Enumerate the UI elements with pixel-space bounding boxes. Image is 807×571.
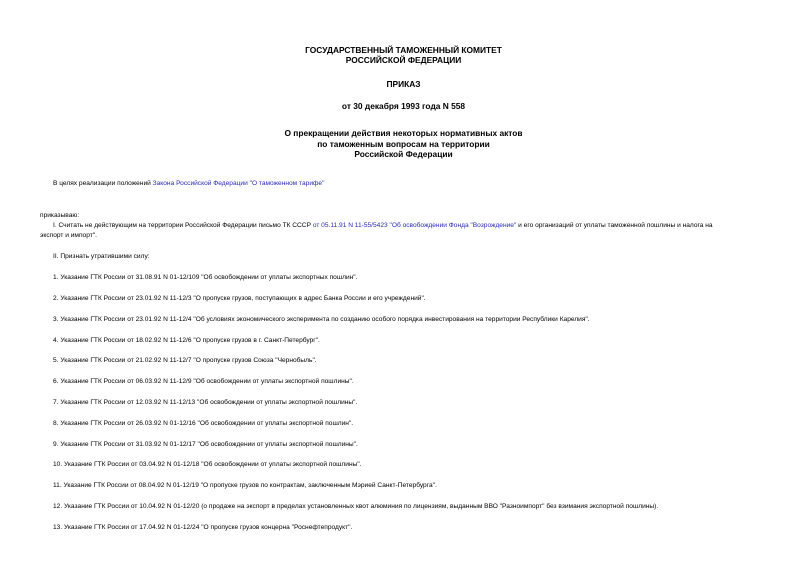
item-2-heading: II. Признать утратившими силу:	[53, 253, 150, 260]
list-item: 2. Указание ГТК России от 23.01.92 N 11-12/3 "О пропуске грузов, поступающих в адрес Банка России и его учреждений".	[53, 295, 426, 302]
list-item: 11. Указание ГТК России от 08.04.92 N 01-12/19 "О пропуске грузов по контрактам, заключенным Мэрией Санкт-Петербурга".	[53, 482, 437, 489]
order-word: приказываю:	[40, 212, 80, 219]
list-item: 3. Указание ГТК России от 23.01.92 N 11-12/4 "Об условиях экономического эксперимента по созданию особого порядка инвестирования на территории Республики Карелия".	[53, 316, 590, 323]
preamble	[53, 179, 324, 188]
list-item: 9. Указание ГТК России от 31.03.92 N 01-12/17 "Об освобождении от уплаты экспортной пошлины".	[53, 441, 358, 448]
list-item: 7. Указание ГТК России от 12.03.92 N 11-12/13 "Об освобождении от уплаты экспортной пошлины".	[53, 399, 358, 406]
document-type: ПРИКАЗ	[386, 79, 421, 89]
item-1-text-after: и его организаций от уплаты таможенной пошлины и налога на	[516, 222, 713, 229]
document-title-line-2: по таможенным вопросам на территории	[317, 139, 490, 149]
list-item: 1. Указание ГТК России от 31.08.91 N 01-12/109 "Об освобождении от уплаты экспортных пошлин".	[53, 274, 358, 281]
document-date: от 30 декабря 1993 года N 558	[341, 101, 466, 111]
list-item: 4. Указание ГТК России от 18.02.92 N 11-12/6 "О пропуске грузов в г. Санкт-Петербург".	[53, 337, 320, 344]
list-item: 8. Указание ГТК России от 26.03.92 N 01-12/16 "Об освобождении от уплаты экспортной пошлин".	[53, 420, 354, 427]
list-item: 10. Указание ГТК России от 03.04.92 N 01-12/18 "Об освобождении от уплаты экспортной пошлины".	[53, 461, 362, 468]
list-item: 6. Указание ГТК России от 06.03.92 N 11-12/9 "Об освобождении от уплаты экспортной пошлины".	[53, 378, 354, 385]
list-item: 13. Указание ГТК России от 17.04.92 N 01-12/24 "О пропуске грузов концерна "Роснефтепродукт".	[53, 524, 353, 531]
letter-link[interactable]: от 05.11.91 N 11-55/5423 "Об освобождении Фонда "Возрождение"	[312, 222, 517, 229]
issuer-line-2: РОССИЙСКОЙ ФЕДЕРАЦИИ	[345, 55, 462, 65]
document-title-line-3: Российской Федерации	[354, 149, 453, 159]
law-link[interactable]: Закона Российской Федерации "О таможенном тарифе"	[152, 180, 325, 187]
item-1	[53, 221, 713, 230]
document-title-line-1: О прекращении действия некоторых нормативных актов	[284, 128, 523, 138]
list-item: 5. Указание ГТК России от 21.02.92 N 11-12/7 "О пропуске грузов Союза "Чернобыль".	[53, 357, 317, 364]
list-item: 12. Указание ГТК России от 10.04.92 N 01-12/20 (о продаже на экспорт в пределах установленных квот алюминия по лицензиям, выданным ВВО "Разноимпорт" без взимания экспортной пошлины).	[53, 503, 659, 510]
issuer-line-1: ГОСУДАРСТВЕННЫЙ ТАМОЖЕННЫЙ КОМИТЕТ	[305, 45, 502, 55]
preamble-text: В целях реализации положений	[53, 180, 153, 187]
item-1-text: I. Считать не действующим на территории Российской Федерации письмо ТК СССР	[53, 222, 313, 229]
item-1-continuation: экспорт и импорт".	[40, 232, 97, 239]
